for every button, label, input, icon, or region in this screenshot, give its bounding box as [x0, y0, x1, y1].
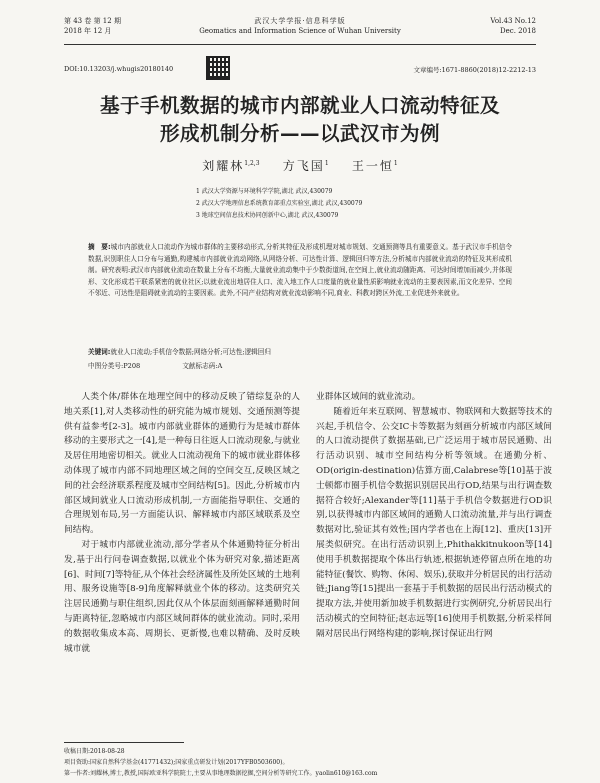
article-number: 文章编号:1671-8860(2018)12-2212-13: [413, 66, 536, 74]
volume-issue: 第 43 卷 第 12 期: [64, 17, 121, 25]
paper-title: [64, 92, 536, 148]
body-paragraph: 对于城市内部就业流动,部分学者从个体通勤特征分析出发,基于出行问卷调查数据,以就业个体为研究对象,描述距离[6]、时间[7]等特征,从个体社会经济属性及所处区域的土地利用、服务设施等[8-9]角度解释就业个体的移动。这类研究关注居民通勤与职住组织,因此仅从个体层面刻画解释通勤时间与距离特征,忽略城市内部区域间群体的就业流动。同时,采用的数据收集成本高、周期长、更新慢,也难以精确、及时反映城市就: [64, 539, 300, 654]
abstract-text: 城市内部就业人口流动作为城市群体的主要移动形式,分析其特征及形成机理对城市规划、交通预测等具有重要意义。基于武汉市手机信令数据,识别职住人口分布与通勤,构建城市内部就业流动网络,从网络分析、可达性计算、逻辑回归等方法,分析城市内部就业流动的特征及其形成机制。研究表明:武汉市内部就业流动在数量上分布不均衡,大量就业流动集中于少数街道间,在空间上,就业流动随距离、可达时间增加而减少,并体现形、文化形成若干联系紧密的就业社区;以就业流出地居住人口、流入地工作人口度量的就业量性质影响就业流动的主要表因素,而文化差异、空间不邻近、可达性是阻碍就业流动的主要因素。此外,不同产业结构对就业流动影响不同,商业、科教对跨区外流,工业促进外来就业。: [88, 243, 513, 298]
article-meta: [64, 62, 536, 76]
footnotes: [64, 746, 536, 779]
body-column-left: [64, 390, 300, 656]
author-affil-mark: 1,2,3: [244, 160, 260, 167]
author-list: [0, 157, 600, 174]
abstract-label: 摘 要:: [88, 243, 111, 251]
qr-code-icon: [206, 56, 230, 80]
document-code: 文献标志码:A: [182, 362, 223, 370]
doi: DOI:10.13203/j.whugis20180140: [64, 65, 174, 73]
body-paragraph: 业群体区域间的就业流动。: [316, 392, 421, 402]
body-paragraph: 人类个体/群体在地理空间中的移动反映了错综复杂的人地关系[1],对人类移动性的研究能为城市规划、交通预测等提供有益参考[2-3]。城市内部就业群体的通勤行为是城市群体移动的主要形式之一[4],是一种每日往返人口流动现象,与就业及居住用地密切相关。就业人口流动视角下的城市就业群体移动体现了城市内部不同地理区域之间的空间交互,反映区域之间的社会经济联系程度及城市空间结构[5]。因此,分析城市内部区域间就业人口流动形成机制,一方面能指导职住、交通的合理规划布局,另一方面能认识、解释城市内部区域联系及空间结构。: [64, 392, 300, 536]
title-line-1: 基于手机数据的城市内部就业人口流动特征及: [99, 94, 500, 117]
volume-issue-en: Vol.43 No.12: [490, 17, 536, 25]
author-affil-mark: 1: [393, 160, 398, 167]
keywords-label: 关键词:: [88, 348, 111, 356]
title-line-2: 形成机制分析——以武汉市为例: [159, 122, 440, 145]
affiliation: 2 武汉大学地理信息系统教育部重点实验室,湖北 武汉,430079: [196, 200, 363, 207]
keywords-text: 就业人口流动;手机信令数据;网络分析;可达性;逻辑回归: [110, 348, 271, 356]
clc-number: 中图分类号:P208: [88, 362, 141, 370]
body-column-right: [316, 390, 552, 642]
author-name: 方飞国: [282, 159, 325, 173]
running-header: [64, 14, 536, 45]
abstract: [88, 242, 512, 300]
journal-name-cn: 武汉大学学报·信息科学版: [254, 17, 346, 25]
author-name: 王一恒: [351, 159, 394, 173]
issue-date: 2018 年 12 月: [64, 27, 112, 35]
affiliation: 3 地球空间信息技术协同创新中心,湖北 武汉,430079: [196, 212, 339, 219]
classification: [88, 360, 512, 370]
author-affil-mark: 1: [324, 160, 329, 167]
affiliation: 1 武汉大学资源与环境科学学院,湖北 武汉,430079: [196, 188, 333, 195]
keywords: [88, 347, 512, 358]
journal-name-en: Geomatics and Information Science of Wuhan University: [199, 27, 401, 35]
header-center: [64, 16, 536, 36]
body-paragraph: 随着近年来互联网、智慧城市、物联网和大数据等技术的兴起,手机信令、公交IC卡等数据为刻画分析城市内部区域间的人口流动提供了数据基础,已广泛运用于城市居民通勤、出行活动识别、城市空间结构分析等领域。在通勤分析、OD(origin-destination)估算方面,Calabrese等[10]基于波士顿都市圈手机信令数据识别居民出行OD,结果与出行调查数据符合较好;Alexander等[11]基于手机信令数据进行OD识别,以获得城市内部区域间的通勤人口流动流量,并与出行调查数据对比,验证其有效性;国内学者也在上海[12]、重庆[13]开展类似研究。在出行活动识别上,Phithakkitnukoon等[14]使用手机数据提取个体出行轨迹,根据轨迹停留点所在地的功能特征(餐饮、购物、休闲、娱乐),获取并分析居民的出行活动链;Jiang等[15]提出一套基于手机数据的居民出行活动模式的提取方法,并使用新加坡手机数据进行实例研究,分析居民出行活动模式的空间特征;赵志远等[16]使用手机数据,分析采样间隔对居民出行网络构建的影响,探讨保证出行网: [316, 406, 552, 639]
affiliations: [196, 186, 362, 222]
received-date: 收稿日期:2018-08-28: [64, 748, 125, 755]
header-right: [490, 16, 536, 36]
issue-date-en: Dec. 2018: [500, 27, 536, 35]
footnote-divider: [64, 742, 184, 743]
author-name: 刘耀林: [202, 159, 245, 173]
first-author: 第一作者:刘耀林,博士,教授,国际欧亚科学院院士,主要从事地理数据挖掘,空间分析等研究工作。yaolin610@163.com: [64, 770, 378, 777]
funding: 项目资助:国家自然科学基金(41771432);国家重点研发计划(2017YFB0503600)。: [64, 759, 289, 766]
